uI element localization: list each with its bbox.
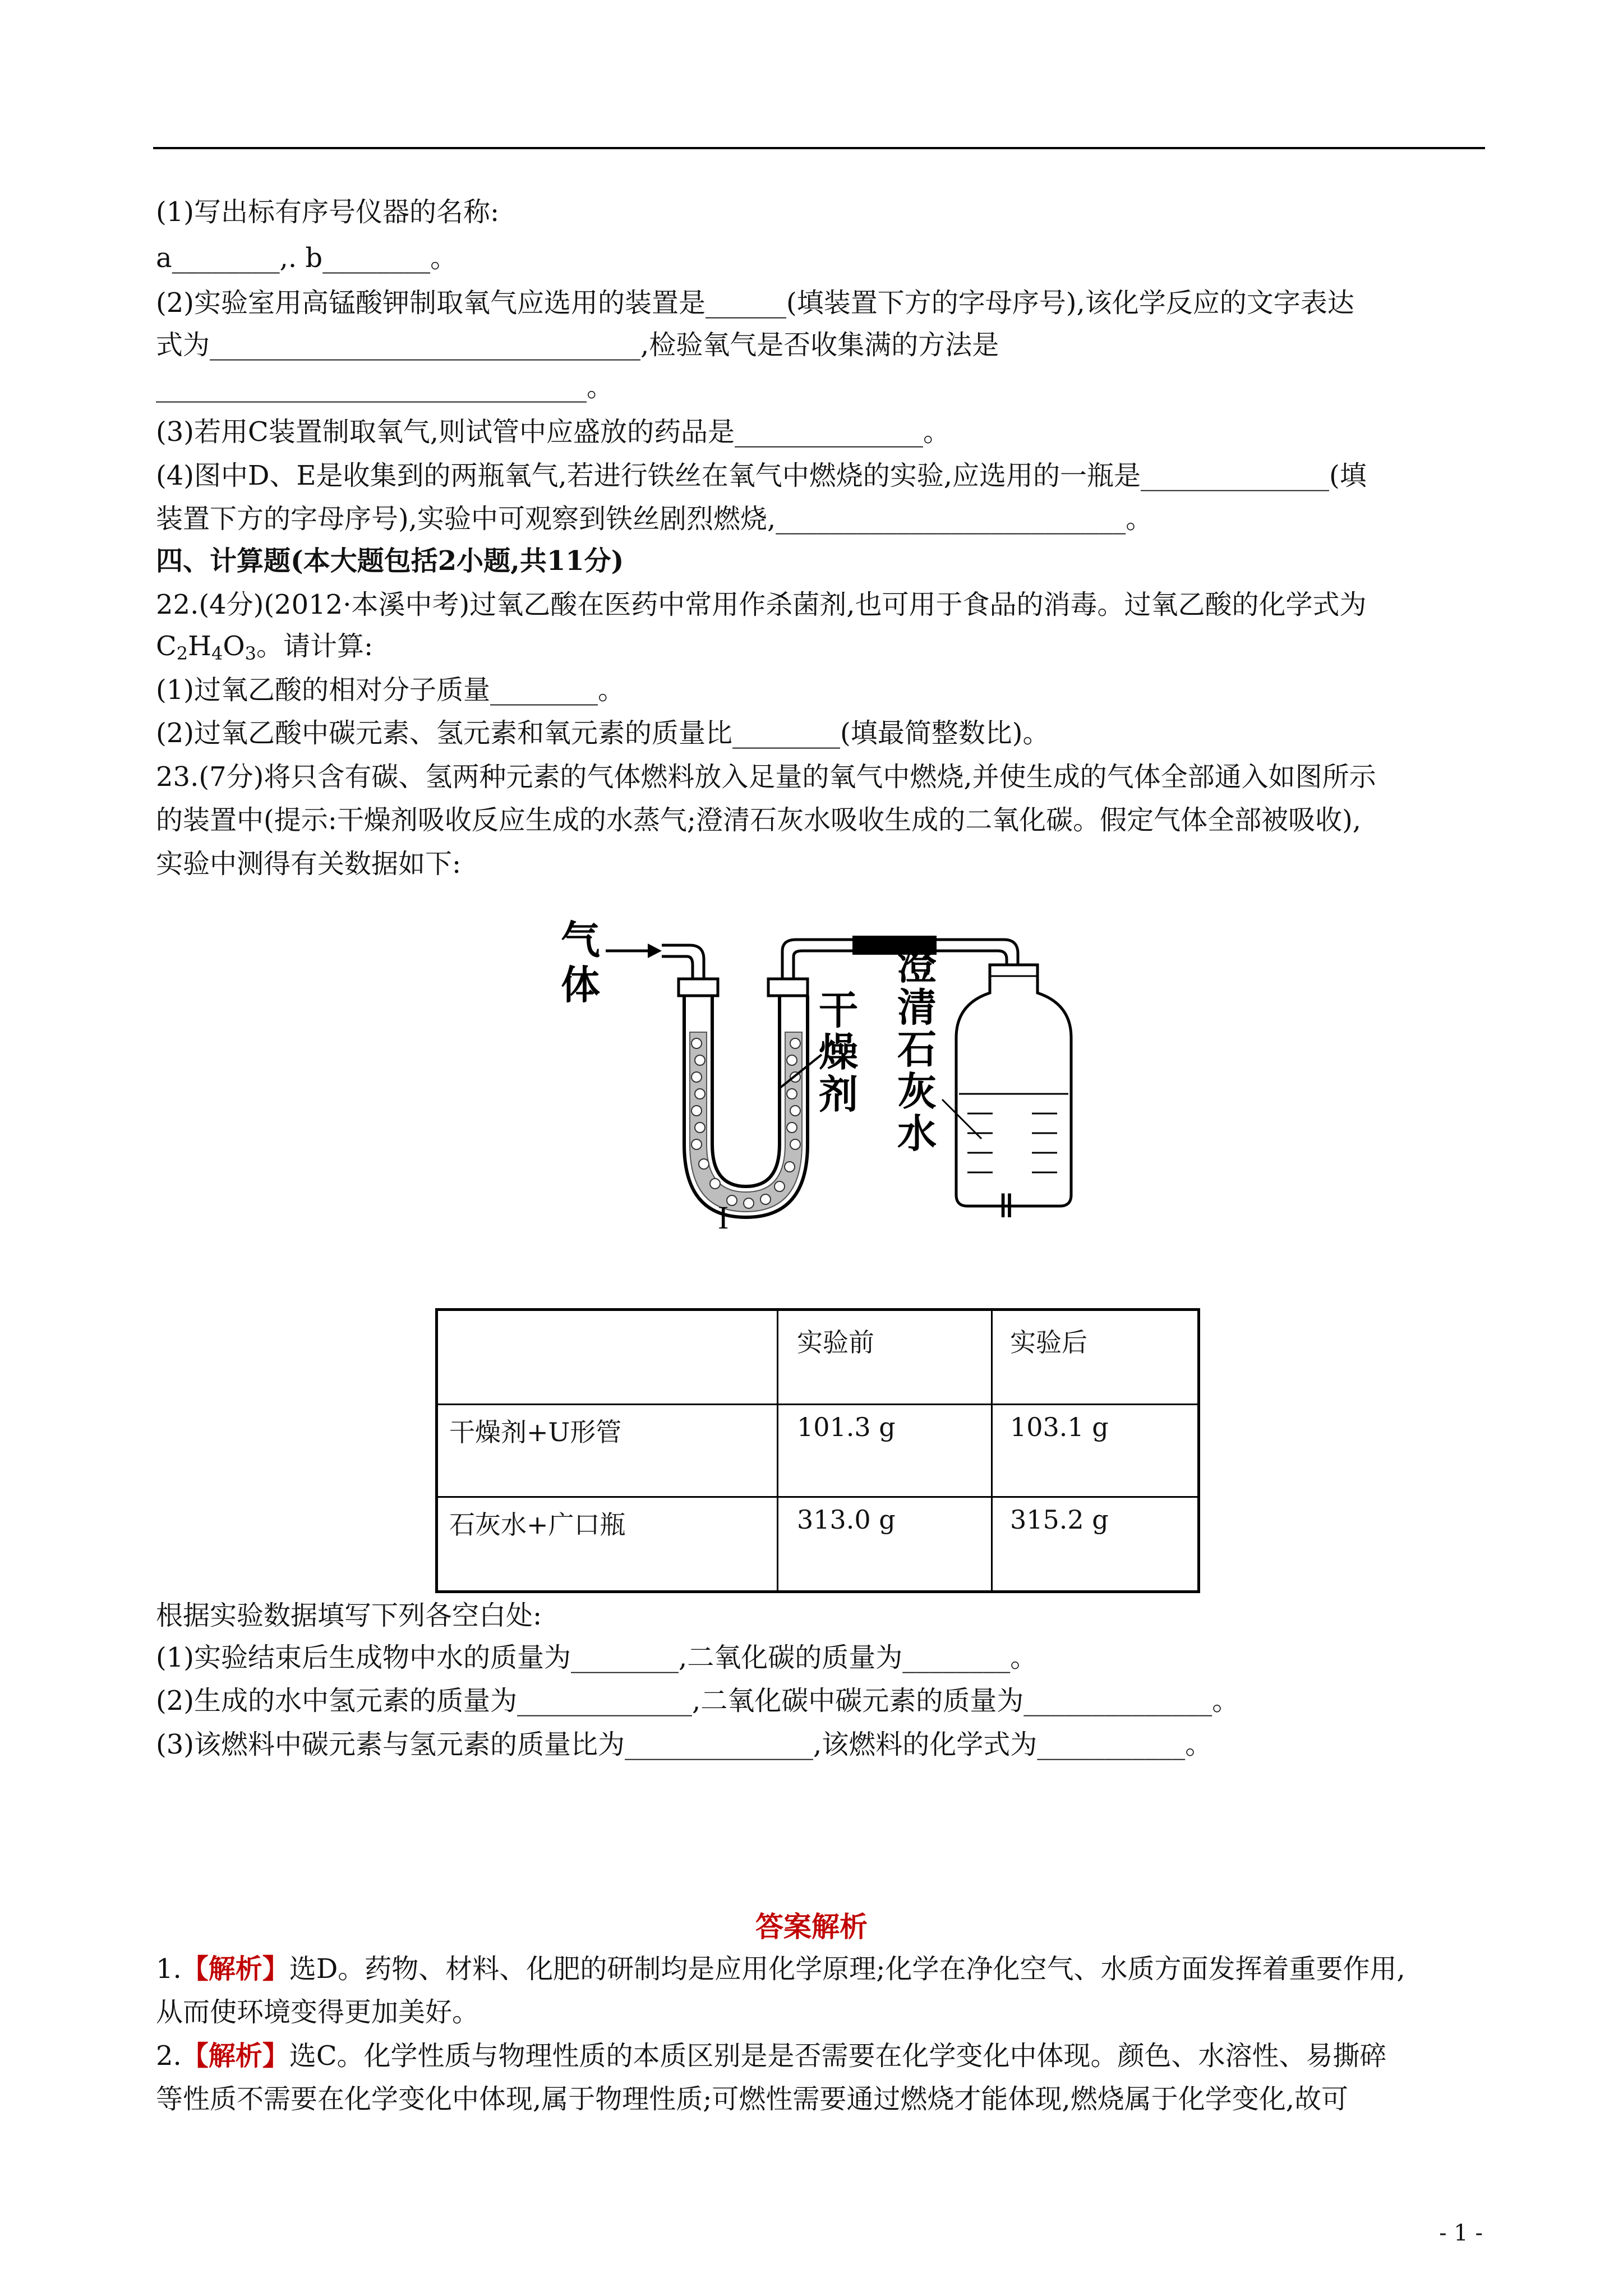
table-cell: 干燥剂+U形管 bbox=[449, 1417, 622, 1447]
lime-label-5: 水 bbox=[897, 1111, 937, 1157]
answer-2-number: 2. bbox=[156, 2040, 182, 2072]
formula-c: C bbox=[156, 631, 177, 662]
q22-formula-line bbox=[156, 629, 373, 670]
answer-1-text: 选D。药物、材料、化肥的研制均是应用化学原理;化学在净化空气、水质方面发挥着重要作用, bbox=[289, 1953, 1405, 1985]
lime-label-1: 澄 bbox=[897, 942, 937, 988]
dry-label-2: 燥 bbox=[819, 1029, 858, 1075]
formula-sub-2: 2 bbox=[176, 643, 188, 664]
answer-1-number: 1. bbox=[156, 1953, 182, 1985]
table-cell: 103.1 g bbox=[1010, 1412, 1109, 1442]
gas-arrowhead bbox=[648, 944, 662, 958]
dry-label-1: 干 bbox=[819, 987, 858, 1033]
answer-1-line-2: 从而使环境变得更加美好。 bbox=[156, 1996, 479, 2028]
table-cell: 石灰水+广口瓶 bbox=[449, 1510, 626, 1540]
apparatus-figure bbox=[550, 903, 1077, 1240]
q22-part-1: (1)过氧乙酸的相对分子质量________。 bbox=[156, 674, 625, 706]
q1-line: (1)写出标有序号仪器的名称: bbox=[156, 196, 500, 228]
answer-2-line-1 bbox=[156, 2039, 1387, 2073]
q3-line: (3)若用C装置制取氧气,则试管中应盛放的药品是______________。 bbox=[156, 416, 950, 448]
lime-label-4: 灰 bbox=[897, 1069, 937, 1115]
q23-part-1: (1)实验结束后生成物中水的质量为________,二氧化碳的质量为________。 bbox=[156, 1642, 1038, 1673]
gas-label-1: 气 bbox=[561, 917, 600, 963]
table-cell: 101.3 g bbox=[797, 1412, 896, 1442]
q22-line-2: 。请计算: bbox=[256, 631, 374, 662]
formula-h: H bbox=[188, 631, 211, 662]
table-header: 实验前 bbox=[797, 1327, 874, 1358]
answer-1-line-1 bbox=[156, 1952, 1405, 1986]
table-cell: 315.2 g bbox=[1010, 1504, 1109, 1535]
q23-part-3: (3)该燃料中碳元素与氢元素的质量比为______________,该燃料的化学式为___________。 bbox=[156, 1729, 1212, 1760]
page-number: - 1 - bbox=[1439, 2220, 1483, 2246]
q22-part-2: (2)过氧乙酸中碳元素、氢元素和氧元素的质量比________(填最简整数比)。 bbox=[156, 717, 1050, 749]
answer-1-tag: 【解析】 bbox=[181, 1953, 289, 1985]
header-rule bbox=[153, 147, 1485, 149]
lime-label-3: 石 bbox=[897, 1027, 937, 1073]
table-header: 实验后 bbox=[1010, 1327, 1087, 1358]
answer-2-text: 选C。化学性质与物理性质的本质区别是是否需要在化学变化中体现。颜色、水溶性、易撕碎 bbox=[289, 2040, 1387, 2072]
q2-line-2: 式为________________________________,检验氧气是否收集满的方法是 bbox=[156, 329, 999, 361]
formula-sub-3: 3 bbox=[245, 643, 257, 664]
q23-line-1: 23.(7分)将只含有碳、氢两种元素的气体燃料放入足量的氧气中燃烧,并使生成的气体全部通入如图所示 bbox=[156, 761, 1376, 793]
label-I: I bbox=[718, 1199, 729, 1236]
q4-line-2: 装置下方的字母序号),实验中可观察到铁丝剧烈燃烧,__________________________。 bbox=[156, 503, 1153, 535]
answer-2-line-2: 等性质不需要在化学变化中体现,属于物理性质;可燃性需要通过燃烧才能体现,燃烧属于化学变化,故可 bbox=[156, 2083, 1348, 2115]
lime-label-2: 清 bbox=[897, 984, 937, 1030]
data-table bbox=[435, 1308, 1200, 1593]
q23-part-2: (2)生成的水中氢元素的质量为_____________,二氧化碳中碳元素的质量为______________。 bbox=[156, 1685, 1239, 1717]
section-4-heading: 四、计算题(本大题包括2小题,共11分) bbox=[156, 545, 624, 577]
answer-2-tag: 【解析】 bbox=[181, 2040, 289, 2072]
q4-line-1: (4)图中D、E是收集到的两瓶氧气,若进行铁丝在氧气中燃烧的实验,应选用的一瓶是______________(填 bbox=[156, 460, 1367, 491]
answers-title: 答案解析 bbox=[755, 1910, 868, 1943]
formula-o: O bbox=[223, 631, 245, 662]
label-II: Ⅱ bbox=[998, 1188, 1015, 1225]
formula-sub-4: 4 bbox=[211, 643, 223, 664]
gas-label-2: 体 bbox=[561, 962, 600, 1008]
wide-mouth-bottle bbox=[942, 965, 1071, 1206]
q1-blanks: a________,. b________。 bbox=[156, 242, 458, 274]
q23-line-2: 的装置中(提示:干燥剂吸收反应生成的水蒸气;澄清石灰水吸收生成的二氧化碳。假定气体全部被吸收), bbox=[156, 804, 1362, 836]
table-cell: 313.0 g bbox=[797, 1504, 896, 1535]
q22-line-1: 22.(4分)(2012·本溪中考)过氧乙酸在医药中常用作杀菌剂,也可用于食品的消毒。过氧乙酸的化学式为 bbox=[156, 589, 1367, 620]
dry-label-3: 剂 bbox=[819, 1071, 858, 1117]
q23-line-3: 实验中测得有关数据如下: bbox=[156, 848, 462, 880]
q2-line-3: ________________________________。 bbox=[156, 371, 614, 403]
q2-line-1: (2)实验室用高锰酸钾制取氧气应选用的装置是______(填装置下方的字母序号),该化学反应的文字表达 bbox=[156, 287, 1354, 319]
q23-line-4: 根据实验数据填写下列各空白处: bbox=[156, 1600, 542, 1631]
